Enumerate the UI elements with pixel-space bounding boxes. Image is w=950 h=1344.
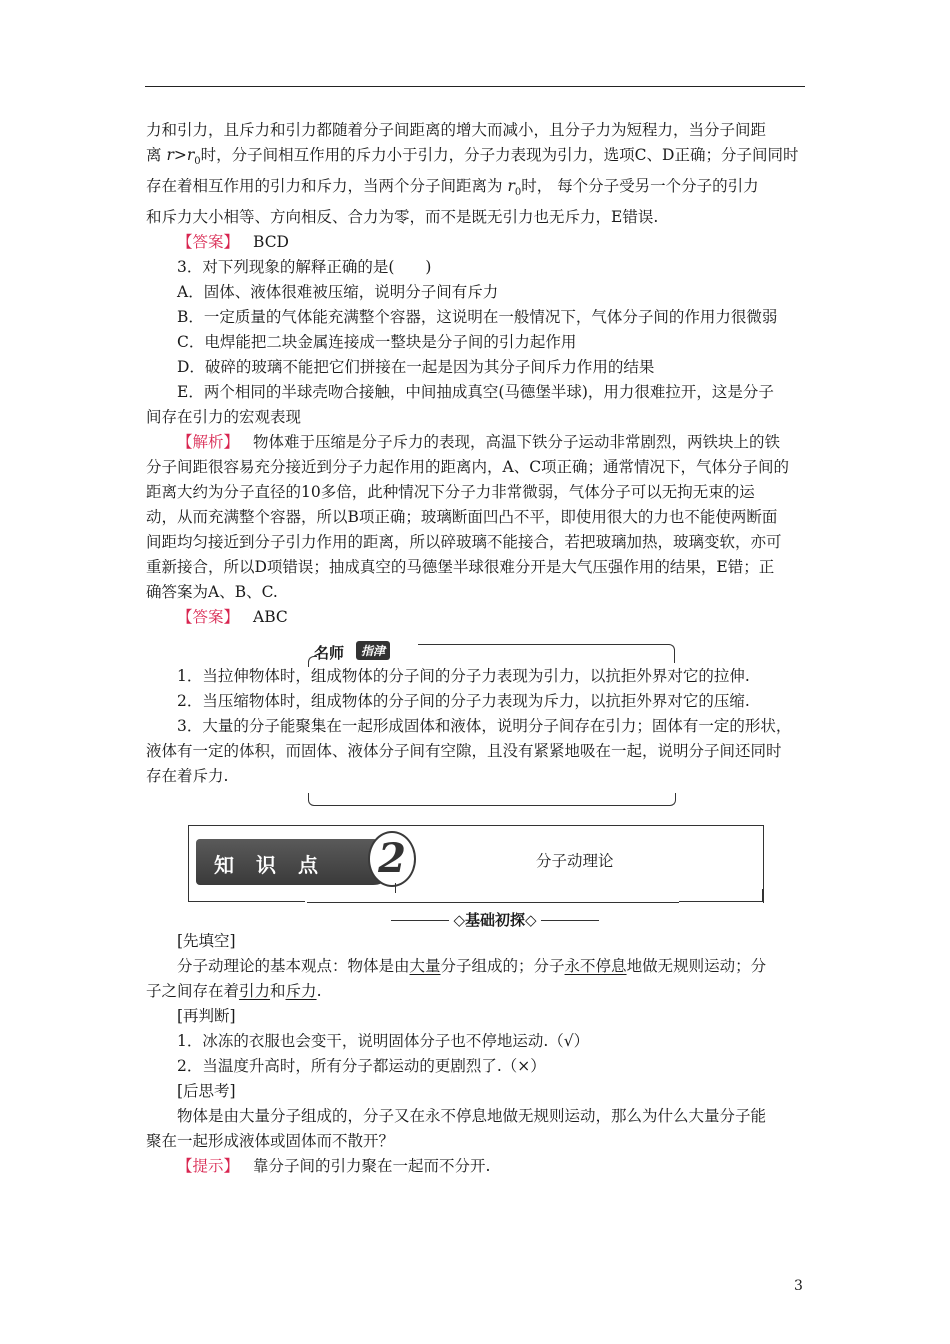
think-question-cont: 聚在一起形成液体或固体而不散开？ — [146, 1132, 395, 1151]
analysis-line: 分子间距很容易充分接近到分子力起作用的距离内，A、C项正确；通常情况下，气体分子间的 — [146, 458, 790, 477]
knowledge-point-number: 2 — [368, 831, 416, 887]
text-line: 存在着相互作用的引力和斥力，当两个分子间距离为 $r_0$时， 每个分子受另一个分子的引力 — [146, 177, 759, 199]
option-d: D．破碎的玻璃不能把它们拼接在一起是因为其分子间斥力作用的结果 — [177, 358, 655, 377]
hint-line: 【提示】 靠分子间的引力聚在一起而不分开. — [177, 1157, 491, 1176]
option-c: C．电焊能把二块金属连接成一整块是分子间的引力起作用 — [177, 333, 577, 352]
analysis-line: 确答案为A、B、C. — [146, 583, 278, 602]
judge-item: 2．当温度升高时，所有分子都运动的更剧烈了.（×） — [177, 1057, 546, 1076]
header-rule — [145, 86, 805, 87]
think-heading: [后思考] — [177, 1082, 236, 1101]
analysis-line: 动，从而充满整个容器，所以B项正确；玻璃断面凹凸不平，即使用很大的力也不能使两断面 — [146, 508, 778, 527]
page-content — [146, 118, 806, 1179]
question-stem: 3．对下列现象的解释正确的是( ) — [177, 258, 432, 277]
answer-line: 【答案】 ABC — [177, 608, 288, 627]
fill-heading: [先填空] — [177, 932, 236, 951]
tips-footer — [146, 789, 806, 819]
answer-tag: 【答案】 — [177, 233, 240, 252]
tips-item: 2．当压缩物体时，组成物体的分子间的分子力表现为斥力，以抗拒外界对它的压缩. — [177, 692, 750, 711]
judge-heading: [再判断] — [177, 1007, 236, 1026]
page-number: 3 — [794, 1278, 803, 1294]
text-line: 力和引力，且斥力和引力都随着分子间距离的增大而减小，且分子力为短程力，当分子间距 — [146, 121, 767, 139]
knowledge-point-badge: 知识点 — [196, 839, 396, 885]
analysis-line: 重新接合，所以D项错误；抽成真空的马德堡半球很难分开是大气压强作用的结果，E错；正 — [146, 558, 775, 577]
section-heading: ◇基础初探◇ — [364, 909, 626, 930]
hint-tag: 【提示】 — [177, 1157, 240, 1176]
option-e: E．两个相同的半球壳吻合接触，中间抽成真空(马德堡半球)，用力很难拉开，这是分子 — [177, 383, 774, 402]
tips-item-cont: 存在着斥力. — [146, 767, 229, 786]
judge-item: 1．冰冻的衣服也会变干，说明固体分子也不停地运动.（√） — [177, 1032, 590, 1051]
tips-header — [146, 634, 806, 664]
text-line: 离 $r>r_0$时，分子间相互作用的斥力小于引力，分子力表现为引力，选项C、D正确；分子间同时 — [146, 146, 799, 168]
option-b: B．一定质量的气体能充满整个容器，这说明在一般情况下，气体分子间的作用力很微弱 — [177, 308, 778, 327]
analysis-line: 间距均匀接近到分子引力作用的距离，所以碎玻璃不能接合，若把玻璃加热，玻璃变软，亦可 — [146, 533, 782, 552]
answer-tag: 【答案】 — [177, 608, 240, 627]
tips-item: 3．大量的分子能聚集在一起形成固体和液体，说明分子间存在引力；固体有一定的形状， — [177, 717, 792, 736]
fill-text: 子之间存在着引力和斥力. — [146, 982, 322, 1001]
answer-line: 【答案】 BCD — [177, 233, 289, 252]
option-e-cont: 间存在引力的宏观表现 — [146, 408, 302, 427]
think-question: 物体是由大量分子组成的，分子又在永不停息地做无规则运动，那么为什么大量分子能 — [177, 1107, 767, 1126]
tips-title: 名师 指津 — [308, 638, 418, 664]
analysis-line: 距离大约为分子直径的10多倍，此种情况下分子力非常微弱，气体分子可以无拘无束的运 — [146, 483, 755, 502]
fill-text: 分子动理论的基本观点：物体是由大量分子组成的；分子永不停息地做无规则运动；分 — [177, 957, 767, 976]
knowledge-point-banner — [146, 819, 806, 929]
tips-item-cont: 液体有一定的体积，而固体、液体分子间有空隙，且没有紧紧地吸在一起，说明分子间还同时 — [146, 742, 782, 761]
text-line: 和斥力大小相等、方向相反、合力为零，而不是既无引力也无斥力，E错误. — [146, 208, 659, 227]
option-a: A．固体、液体很难被压缩，说明分子间有斥力 — [177, 283, 499, 302]
analysis-tag: 【解析】 — [177, 433, 240, 452]
knowledge-point-title: 分子动理论 — [536, 852, 614, 871]
tips-item: 1．当拉伸物体时，组成物体的分子间的分子力表现为引力，以抗拒外界对它的拉伸. — [177, 667, 750, 686]
analysis-line: 【解析】 物体难于压缩是分子斥力的表现，高温下铁分子运动非常剧烈，两铁块上的铁 — [177, 433, 781, 452]
